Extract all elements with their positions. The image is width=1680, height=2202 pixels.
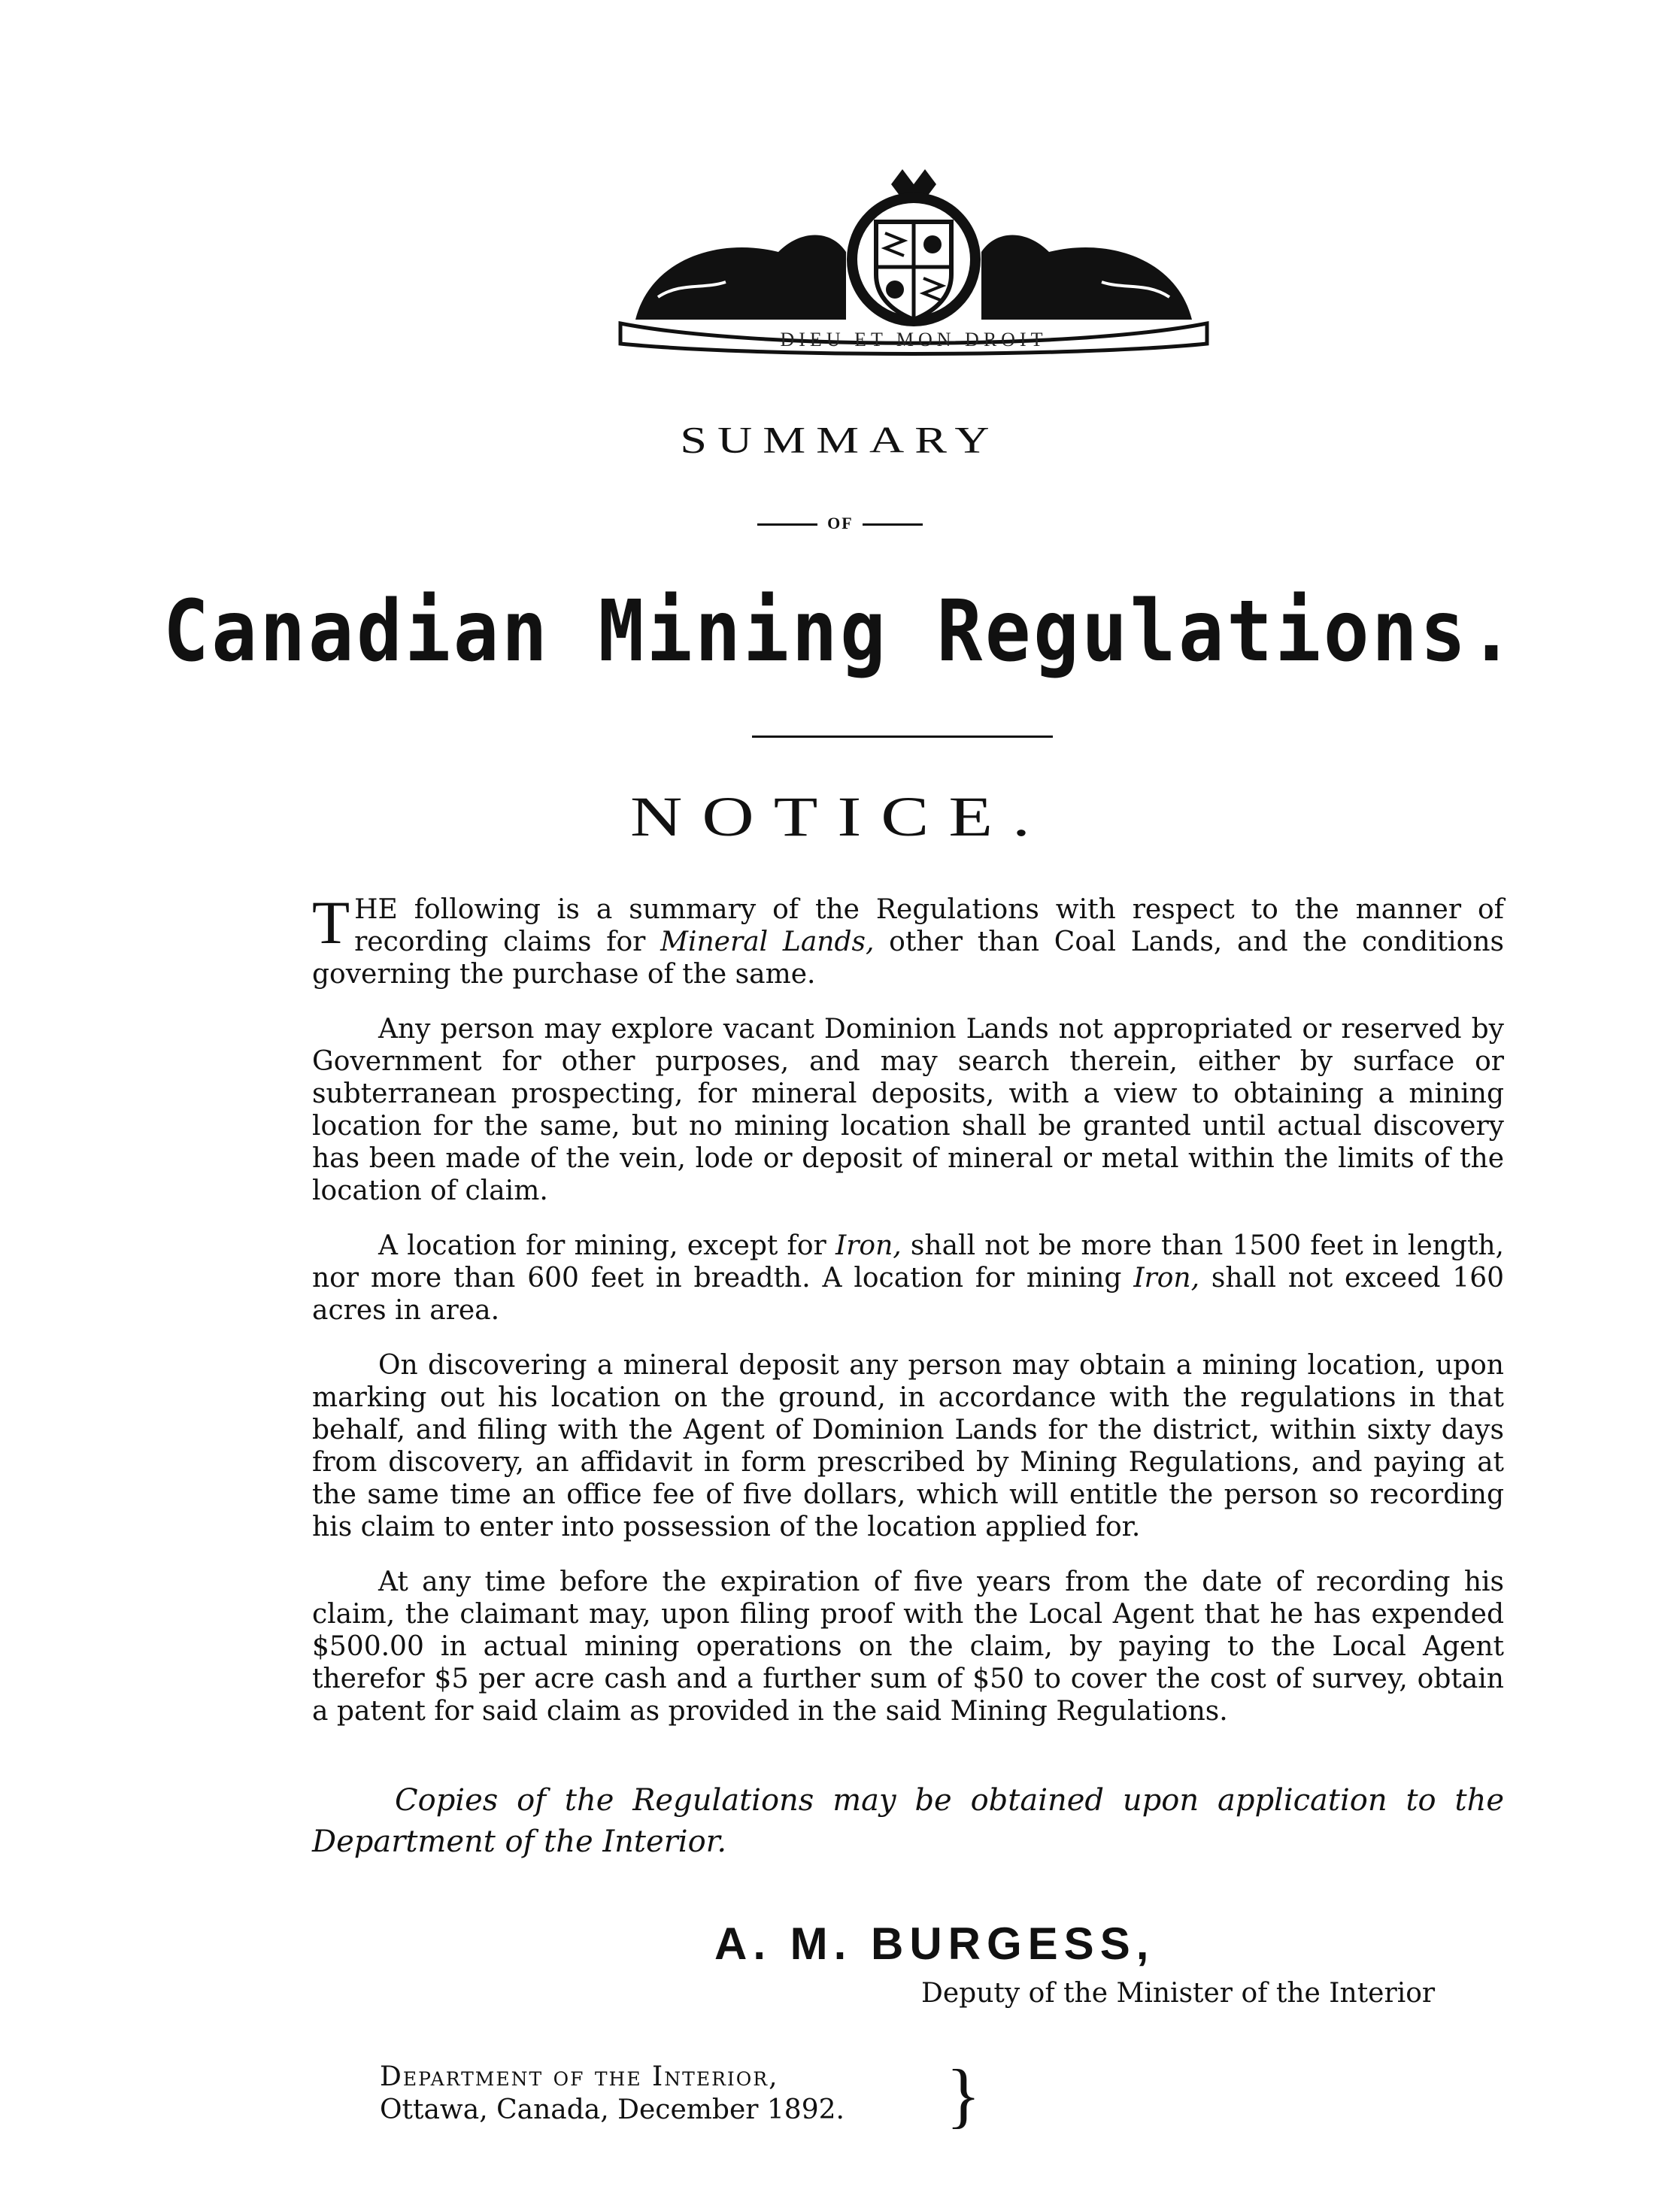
summary-heading: SUMMARY bbox=[680, 418, 1000, 461]
paragraph-intro-text-a: HE following is a summary of the Regulations with respect to the manner of recording claims for bbox=[354, 894, 1504, 957]
of-divider bbox=[0, 514, 1680, 533]
paragraph-exploration: Any person may explore vacant Dominion Lands not appropriated or reserved by Government for other purposes, and may search therein, either by surface or subterranean prospecting, for mineral deposits, with a view to obtaining a mining location for the same, but no mining location shall be granted until actual discovery has been made of the vein, lode or deposit of mineral or metal within the limits of the location of claim. bbox=[312, 1014, 1504, 1206]
paragraph-discovery: On discovering a mineral deposit any person may obtain a mining location, upon marking out his location on the ground, in accordance with the regulations in that behalf, and filing with the Agent of Dominion Lands for the district, within sixty days from discovery, an affidavit in form prescribed by Mining Regulations, and paying at the same time an office fee of five dollars, which will entitle the person so recording his claim to enter into possession of the location applied for. bbox=[312, 1350, 1504, 1542]
location-size-emphasis-2: Iron, bbox=[1133, 1263, 1200, 1294]
paragraph-patent: At any time before the expiration of five years from the date of recording his claim, the claimant may, upon filing proof with the Local Agent that he has expended $500.00 in actual mining operations on the claim, by paying to the Local Agent therefor $5 per acre cash and a further sum of $50 to cover the cost of survey, obtain a patent for said claim as provided in the said Mining Regulations. bbox=[312, 1567, 1504, 1727]
drop-cap: T bbox=[312, 888, 350, 957]
location-size-text-b: shall not be more than 1500 feet in length, nor more than 600 feet in breadth. A location for mining bbox=[312, 1230, 1504, 1294]
dateline-department: Department of the Interior, bbox=[380, 2061, 779, 2092]
signatory-title: Deputy of the Minister of the Interior bbox=[921, 1978, 1436, 2009]
location-size-emphasis-1: Iron, bbox=[835, 1230, 902, 1261]
paragraph-location-size bbox=[312, 1230, 1504, 1327]
signatory-name: A. M. BURGESS, bbox=[714, 1918, 1155, 1969]
location-size-text-a: A location for mining, except for bbox=[378, 1230, 835, 1261]
divider-rule-right bbox=[863, 523, 923, 526]
location-size-text-c: shall not exceed 160 acres in area. bbox=[312, 1263, 1505, 1326]
coat-of-arms-icon bbox=[605, 169, 1222, 357]
dateline-place-date: Ottawa, Canada, December 1892. bbox=[380, 2094, 845, 2125]
motto-text: DIEU ET MON DROIT bbox=[780, 329, 1048, 350]
notice-heading: NOTICE. bbox=[630, 784, 1050, 848]
of-label: OF bbox=[827, 514, 853, 532]
dateline bbox=[380, 2061, 845, 2127]
paragraph-intro-emphasis: Mineral Lands, bbox=[660, 927, 875, 957]
notice-body bbox=[312, 888, 1505, 1750]
title-divider bbox=[752, 736, 1053, 738]
page-title: Canadian Mining Regulations. bbox=[162, 583, 1518, 681]
divider-rule-left bbox=[757, 523, 817, 526]
copies-note: Copies of the Regulations may be obtained upon application to the Department of the Interior. bbox=[312, 1783, 1504, 1859]
paragraph-intro-text-b: other than Coal Lands, and the conditions governing the purchase of the same. bbox=[312, 927, 1504, 990]
paragraph-intro bbox=[312, 888, 1504, 990]
brace-icon: } bbox=[946, 2055, 981, 2135]
